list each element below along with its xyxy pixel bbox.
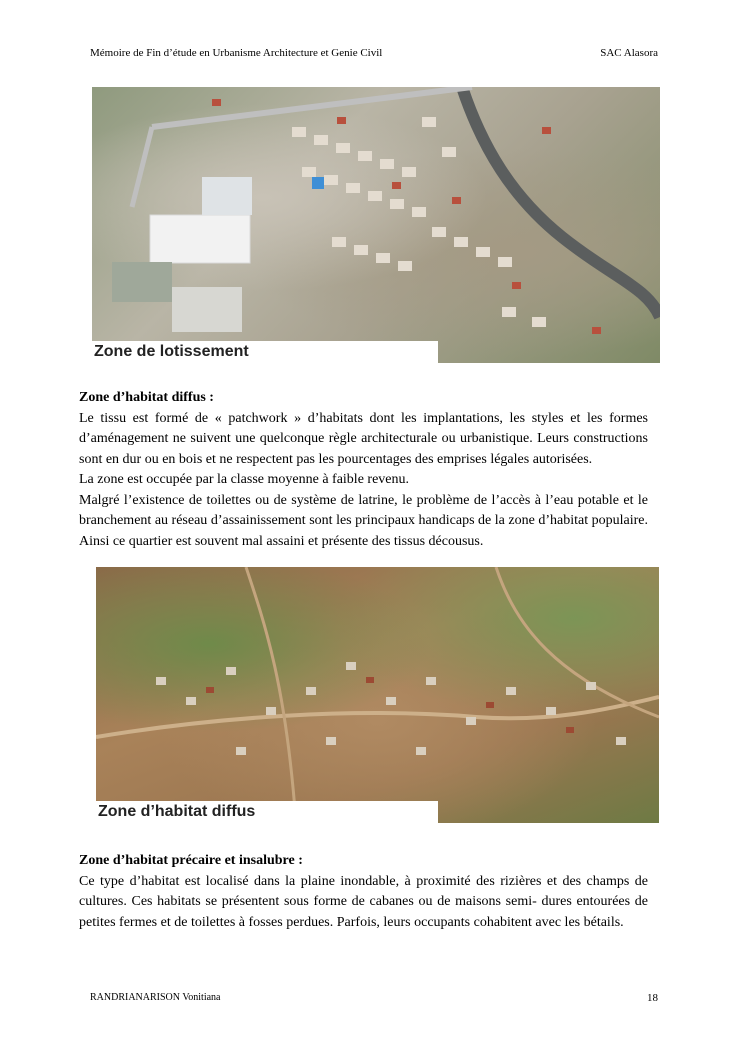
running-header-title: Mémoire de Fin d’étude en Urbanisme Architecture et Genie Civil — [90, 47, 383, 59]
footer-author: RANDRIANARISON Vonitiana — [90, 992, 221, 1003]
aerial-photo-habitat-diffus-drawing — [96, 567, 659, 823]
section-habitat-precaire — [79, 851, 648, 933]
section-heading: Zone d’habitat diffus : — [79, 390, 214, 405]
paragraph: Ce type d’habitat est localisé dans la plaine inondable, à proximité des rizières et des champs de cultures. Ces habitats se présentent sous forme de cabanes ou de maisons semi- dures entourées de petites fermes et de toilettes à fosses perdues. Parfois, leurs occupants cohabitent avec les bétails. — [79, 873, 648, 930]
paragraph: Le tissu est formé de « patchwork » d’habitats dont les implantations, les styles et les formes d’aménagement ne suivent une quelconque règle architecturale ou urbanistique. Leurs constructions sont en dur ou en bois et ne respectent pas les pourcentages des emprises légales autorisées. — [79, 410, 648, 467]
paragraph: Malgré l’existence de toilettes ou de système de latrine, le problème de l’accès à l’eau potable et le branchement au réseau d’assainissement sont les principaux handicaps de la zone d’habitat populaire. Ainsi ce quartier est souvent mal assaini et présente des tissus décousus. — [79, 492, 648, 549]
figure-caption: Zone de lotissement — [92, 341, 438, 363]
aerial-photo-lotissement — [92, 87, 660, 363]
page-number: 18 — [647, 992, 658, 1004]
section-heading: Zone d’habitat précaire et insalubre : — [79, 853, 303, 868]
section-habitat-diffus — [79, 388, 648, 552]
paragraph: La zone est occupée par la classe moyenne à faible revenu. — [79, 472, 409, 487]
aerial-photo-lotissement-drawing — [92, 87, 660, 363]
figure-caption: Zone d’habitat diffus — [96, 801, 438, 823]
aerial-photo-habitat-diffus — [96, 567, 659, 823]
running-header-author-org: SAC Alasora — [600, 47, 658, 59]
